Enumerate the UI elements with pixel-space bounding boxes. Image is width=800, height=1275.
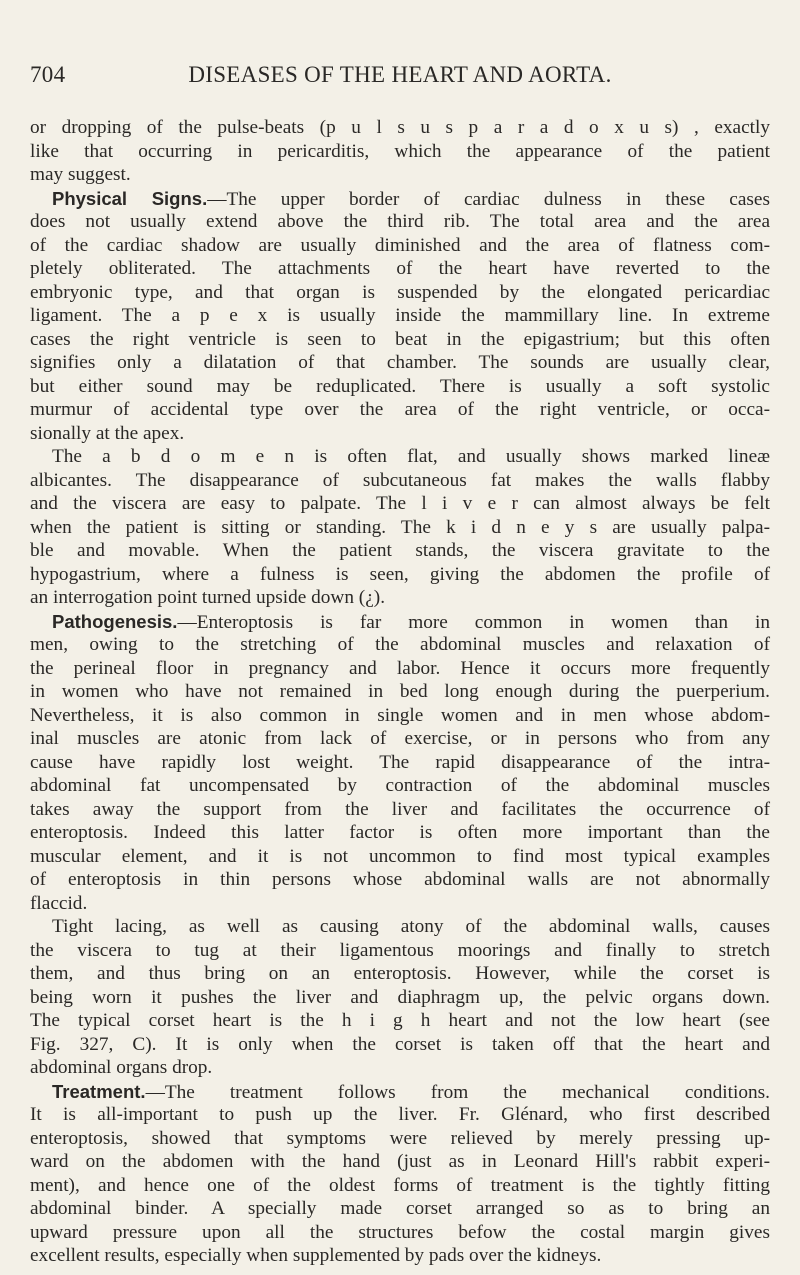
text-line: [30, 845, 770, 869]
text-line: [30, 986, 770, 1010]
line-text: ble and movable. When the patient stands, the viscera gravitate to the: [30, 540, 770, 561]
line-text: albicantes. The disappearance of subcutaneous fat makes the walls flabby: [30, 469, 770, 491]
section-heading: Treatment.: [52, 1080, 146, 1102]
line-text: and the viscera are easy to palpate. The l i v e r can almost always be felt: [30, 493, 770, 514]
text-line: [30, 140, 770, 164]
text-line: [30, 915, 770, 939]
text-line: [30, 821, 770, 845]
text-line: [30, 610, 770, 634]
line-text: takes away the support from the liver and facilitates the occurrence of: [30, 798, 770, 820]
line-text: ligament. The a p e x is usually inside the mammillary line. In extreme: [30, 305, 770, 326]
line-text: an interrogation point turned upside down (¿).: [30, 587, 386, 608]
line-text: abdominal organs drop.: [30, 1057, 213, 1078]
line-text: pletely obliterated. The attachments of the heart have reverted to the: [30, 258, 770, 279]
text-line: [30, 398, 770, 422]
text-line: [30, 751, 770, 775]
text-line: [30, 304, 770, 328]
text-line: [30, 798, 770, 822]
text-line: [30, 1009, 770, 1033]
line-text: signifies only a dilatation of that chamber. The sounds are usually clear,: [30, 352, 770, 373]
text-line: [30, 187, 770, 211]
text-line: [30, 1033, 770, 1057]
line-text: men, owing to the stretching of the abdominal muscles and relaxation of: [30, 634, 770, 655]
text-line: [30, 774, 770, 798]
running-title: DISEASES OF THE HEART AND AORTA.: [188, 62, 612, 87]
text-line: [30, 1103, 770, 1127]
line-text: but either sound may be reduplicated. There is usually a soft systolic: [30, 375, 770, 397]
line-text: —The treatment follows from the mechanical conditions.: [145, 1081, 770, 1103]
text-line: [30, 351, 770, 375]
line-text: sionally at the apex.: [30, 422, 185, 444]
text-line: [30, 163, 770, 187]
text-line: [30, 962, 770, 986]
text-line: [30, 281, 770, 305]
line-text: when the patient is sitting or standing. The k i d n e y s are usually palpa-: [30, 516, 770, 538]
line-text: cases the right ventricle is seen to beat in the epigastrium; but this often: [30, 328, 770, 350]
text-line: [30, 657, 770, 681]
running-head: [30, 62, 770, 92]
line-text: like that occurring in pericarditis, which the appearance of the patient: [30, 140, 770, 162]
text-line: [30, 633, 770, 657]
line-text: in women who have not remained in bed long enough during the puerperium.: [30, 681, 770, 702]
line-text: muscular element, and it is not uncommon to find most typical examples: [30, 845, 770, 867]
line-text: excellent results, especially when supplemented by pads over the kidneys.: [30, 1245, 602, 1266]
line-text: of the cardiac shadow are usually diminished and the area of flatness com-: [30, 234, 770, 256]
section-heading: Physical Signs.: [52, 187, 208, 209]
line-text: abdominal fat uncompensated by contraction of the abdominal muscles: [30, 775, 770, 796]
line-text: being worn it pushes the liver and diaphragm up, the pelvic organs down.: [30, 986, 770, 1008]
line-text: or dropping of the pulse-beats (p u l s u s p a r a d o x u s) , exactly: [30, 117, 770, 138]
line-text: inal muscles are atonic from lack of exercise, or in persons who from any: [30, 728, 770, 749]
text-line: [30, 539, 770, 563]
line-text: murmur of accidental type over the area of the right ventricle, or occa-: [30, 399, 770, 420]
text-line: [30, 1056, 770, 1080]
line-text: Tight lacing, as well as causing atony of the abdominal walls, causes: [52, 916, 770, 937]
line-text: may suggest.: [30, 164, 131, 185]
text-line: [30, 257, 770, 281]
line-text: embryonic type, and that organ is suspended by the elongated pericardiac: [30, 281, 770, 303]
text-line: [30, 939, 770, 963]
line-text: Nevertheless, it is also common in single women and in men whose abdom-: [30, 704, 770, 726]
line-text: It is all-important to push up the liver. Fr. Glénard, who first described: [30, 1104, 770, 1125]
text-line: [30, 469, 770, 493]
line-text: abdominal binder. A specially made corset arranged so as to bring an: [30, 1198, 770, 1219]
section-heading: Pathogenesis.: [52, 610, 178, 632]
text-line: [30, 586, 770, 610]
text-line: [30, 1221, 770, 1245]
text-line: [30, 234, 770, 258]
line-text: the perineal floor in pregnancy and labor. Hence it occurs more frequently: [30, 657, 770, 679]
line-text: enteroptosis. Indeed this latter factor is often more important than the: [30, 822, 770, 843]
text-line: [30, 375, 770, 399]
line-text: of enteroptosis in thin persons whose abdominal walls are not abnormally: [30, 869, 770, 890]
text-line: [30, 492, 770, 516]
text-line: [30, 328, 770, 352]
text-line: [30, 116, 770, 140]
text-line: [30, 563, 770, 587]
text-line: [30, 1197, 770, 1221]
text-line: [30, 1244, 770, 1268]
line-text: does not usually extend above the third rib. The total area and the area: [30, 211, 770, 232]
text-line: [30, 704, 770, 728]
line-text: flaccid.: [30, 892, 88, 914]
line-text: The a b d o m e n is often flat, and usually shows marked lineæ: [52, 446, 770, 467]
line-text: ment), and hence one of the oldest forms of treatment is the tightly fitting: [30, 1174, 770, 1196]
text-line: [30, 1080, 770, 1104]
text-line: [30, 680, 770, 704]
line-text: —The upper border of cardiac dulness in these cases: [207, 188, 770, 210]
line-text: upward pressure upon all the structures befow the costal margin gives: [30, 1221, 770, 1243]
text-line: [30, 1174, 770, 1198]
text-line: [30, 892, 770, 916]
text-line: [30, 727, 770, 751]
line-text: the viscera to tug at their ligamentous moorings and finally to stretch: [30, 939, 770, 961]
line-text: enteroptosis, showed that symptoms were relieved by merely pressing up-: [30, 1127, 770, 1149]
text-line: [30, 1127, 770, 1151]
text-line: [30, 422, 770, 446]
line-text: Fig. 327, C). It is only when the corset is taken off that the heart and: [30, 1033, 770, 1055]
text-line: [30, 868, 770, 892]
text-line: [30, 1150, 770, 1174]
page-number: 704: [30, 62, 66, 87]
line-text: hypogastrium, where a fulness is seen, giving the abdomen the profile of: [30, 563, 770, 585]
line-text: —Enteroptosis is far more common in women than in: [177, 611, 770, 633]
text-line: [30, 445, 770, 469]
line-text: them, and thus bring on an enteroptosis. However, while the corset is: [30, 963, 770, 984]
body-text: [30, 116, 770, 1268]
line-text: cause have rapidly lost weight. The rapid disappearance of the intra-: [30, 751, 770, 773]
text-line: [30, 516, 770, 540]
line-text: The typical corset heart is the h i g h heart and not the low heart (see: [30, 1010, 770, 1031]
text-line: [30, 210, 770, 234]
line-text: ward on the abdomen with the hand (just as in Leonard Hill's rabbit experi-: [30, 1151, 770, 1172]
